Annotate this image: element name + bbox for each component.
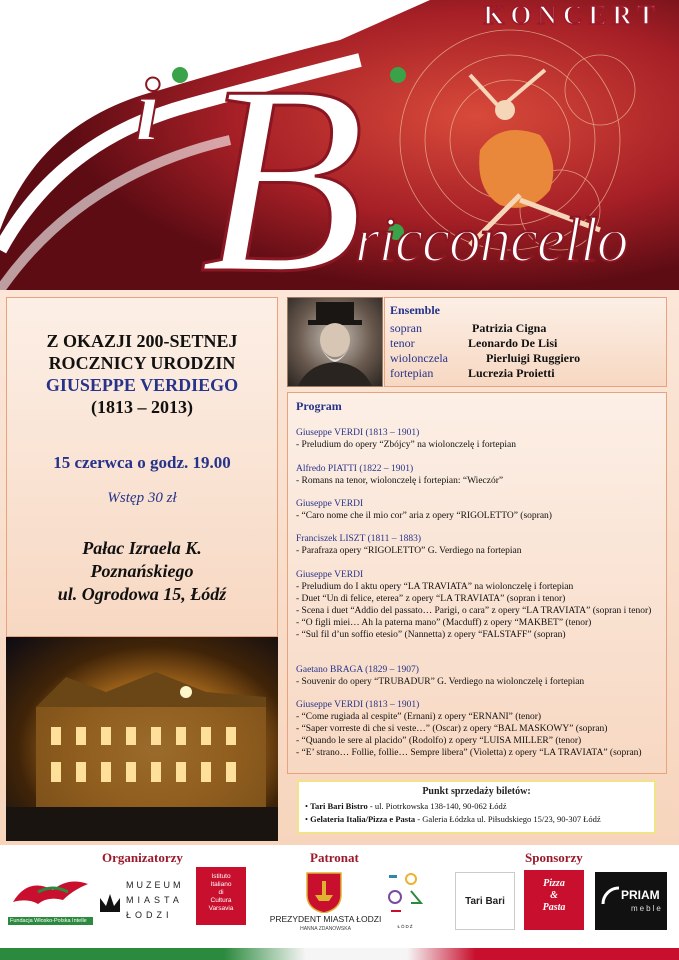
venue-line2: Poznańskiego xyxy=(90,561,194,581)
program-title: Program xyxy=(296,399,342,413)
member-name: Leonardo De Lisi xyxy=(468,336,558,350)
tickets-title: Punkt sprzedaży biletów: xyxy=(422,786,531,797)
lodz-city-mark-icon xyxy=(383,871,428,919)
program-item: Giuseppe VERDI (1813 – 1901) - Preludium do opery “Zbójcy” na wiolonczelę i fortepian xyxy=(296,428,517,450)
green-dot-right xyxy=(390,67,406,83)
ticket-point: • Gelateria Italia/Pizza e Pasta - Galeria Łódzka ul. Piłsudskiego 15/23, 90-307 Łódź xyxy=(305,814,601,824)
fundacja-logo xyxy=(8,872,93,924)
verdi-portrait xyxy=(287,297,383,387)
pizza-pasta-logo: Pizza & Pasta xyxy=(524,870,584,930)
muzeum-mark-icon xyxy=(100,894,120,912)
green-dot-top xyxy=(172,67,188,83)
sponsors-label: Sponsorzy xyxy=(525,850,583,865)
occasion-text xyxy=(22,330,262,418)
brand-title: ricconcello xyxy=(355,205,628,275)
prezydent-name: HANNA ZDANOWSKA xyxy=(300,926,351,932)
program-item: Giuseppe VERDI (1813 – 1901) - “Come rugiada al cespite” (Ernani) z opery “ERNANI” (tenor) - “Saper vorreste di che si veste…” (Oscar) z opery “BAL MASKOWY” (sopran) - “Quando le sere al placido” (Rodolfo) z opery “LUISA MILLER” (tenor) - “E’ strano… Follie, follie… Sempre libera” (Violetta) z opery “LA TRAVIATA” (sopran) xyxy=(296,700,642,758)
member-name: Lucrezia Proietti xyxy=(468,366,555,380)
priam-arc-icon xyxy=(601,886,621,906)
flag-stripe xyxy=(0,948,679,960)
prezydent-title: PREZYDENT MIASTA ŁODZI xyxy=(269,914,382,924)
ensemble-row: fortepian Lucrezia Proietti xyxy=(390,366,555,380)
ensemble-row: tenor Leonardo De Lisi xyxy=(390,336,558,350)
program-item: Gaetano BRAGA (1829 – 1907) - Souvenir do opery “TRUBADUR” G. Verdiego na wiolonczelę i fortepian xyxy=(296,665,585,687)
program-item: Giuseppe VERDI - Preludium do I aktu opery “LA TRAVIATA” na wiolonczelę i fortepian - Duet “Un dì felice, eterea” z opery “LA TRAVIATA” (sopran i tenor) - Scena i duet “Addio del passato… Parigi, o cara” z opery “LA TRAVIATA” (sopran i tenor) - “O figli miei… Ah la paterna mano” (Macduff) z opery “MAKBET” (tenor) - “Sul fil d’un soffio etesio” (Nannetta) z opery “FALSTAFF” (sopran) xyxy=(296,570,652,640)
portrait-illustration xyxy=(288,298,382,386)
concert-label: KONCERT xyxy=(483,0,661,30)
patronage-label: Patronat xyxy=(310,850,359,865)
palace-photo xyxy=(6,637,278,841)
muzeum-logo: MUZEUM MIASTA ŁODZI xyxy=(100,880,190,925)
ensemble-row: sopran Patrizia Cigna xyxy=(390,321,547,335)
lodz-coat-of-arms-icon xyxy=(305,871,343,913)
lodz-city-logo: ŁÓDŹ xyxy=(383,871,428,926)
istituto-logo: Istituto Italiano di Cultura Varsavia xyxy=(196,867,246,925)
letter-B: B xyxy=(200,30,365,290)
venue-line3: ul. Ogrodowa 15, Łódź xyxy=(57,584,227,604)
ensemble-title: Ensemble xyxy=(390,303,441,317)
venue-line1: Pałac Izraela K. xyxy=(82,538,202,558)
program-item: Giuseppe VERDI - “Caro nome che il mio cor” aria z opery “RIGOLETTO” (sopran) xyxy=(296,499,552,521)
event-date: 15 czerwca o godz. 19.00 xyxy=(53,453,231,472)
organizers-label: Organizatorzy xyxy=(102,850,183,865)
member-name: Pierluigi Ruggiero xyxy=(486,351,581,365)
occasion-line1: Z OKAZJI 200-SETNEJ xyxy=(46,331,238,351)
ensemble-row: wiolonczela Pierluigi Ruggiero xyxy=(390,351,581,365)
fundacja-name: Fundacja Włosko-Polska Intelle xyxy=(8,917,93,925)
eagle-icon xyxy=(8,872,93,912)
ticket-point: • Tari Bari Bistro - ul. Piotrkowska 138-140, 90-062 Łódź xyxy=(305,801,507,811)
priam-meble-logo: PRIAM meble xyxy=(595,872,667,930)
occasion-line2: ROCZNICY URODZIN xyxy=(48,353,236,373)
letter-i: i xyxy=(135,61,161,160)
program-item: Alfredo PIATTI (1822 – 1901) - Romans na tenor, wiolonczelę i fortepian: “Wieczór” xyxy=(296,464,504,486)
member-name: Patrizia Cigna xyxy=(472,321,547,335)
years: (1813 – 2013) xyxy=(91,397,193,417)
tari-bari-logo: Tari Bari xyxy=(455,872,515,930)
composer-name: GIUSEPPE VERDIEGO xyxy=(45,375,239,395)
venue xyxy=(22,537,262,606)
palace-illustration xyxy=(6,637,278,841)
poster-header xyxy=(0,0,679,290)
program-item: Franciszek LISZT (1811 – 1883) - Parafraza opery “RIGOLETTO” G. Verdiego na fortepian xyxy=(296,534,522,556)
entry-fee: Wstęp 30 zł xyxy=(107,490,177,506)
